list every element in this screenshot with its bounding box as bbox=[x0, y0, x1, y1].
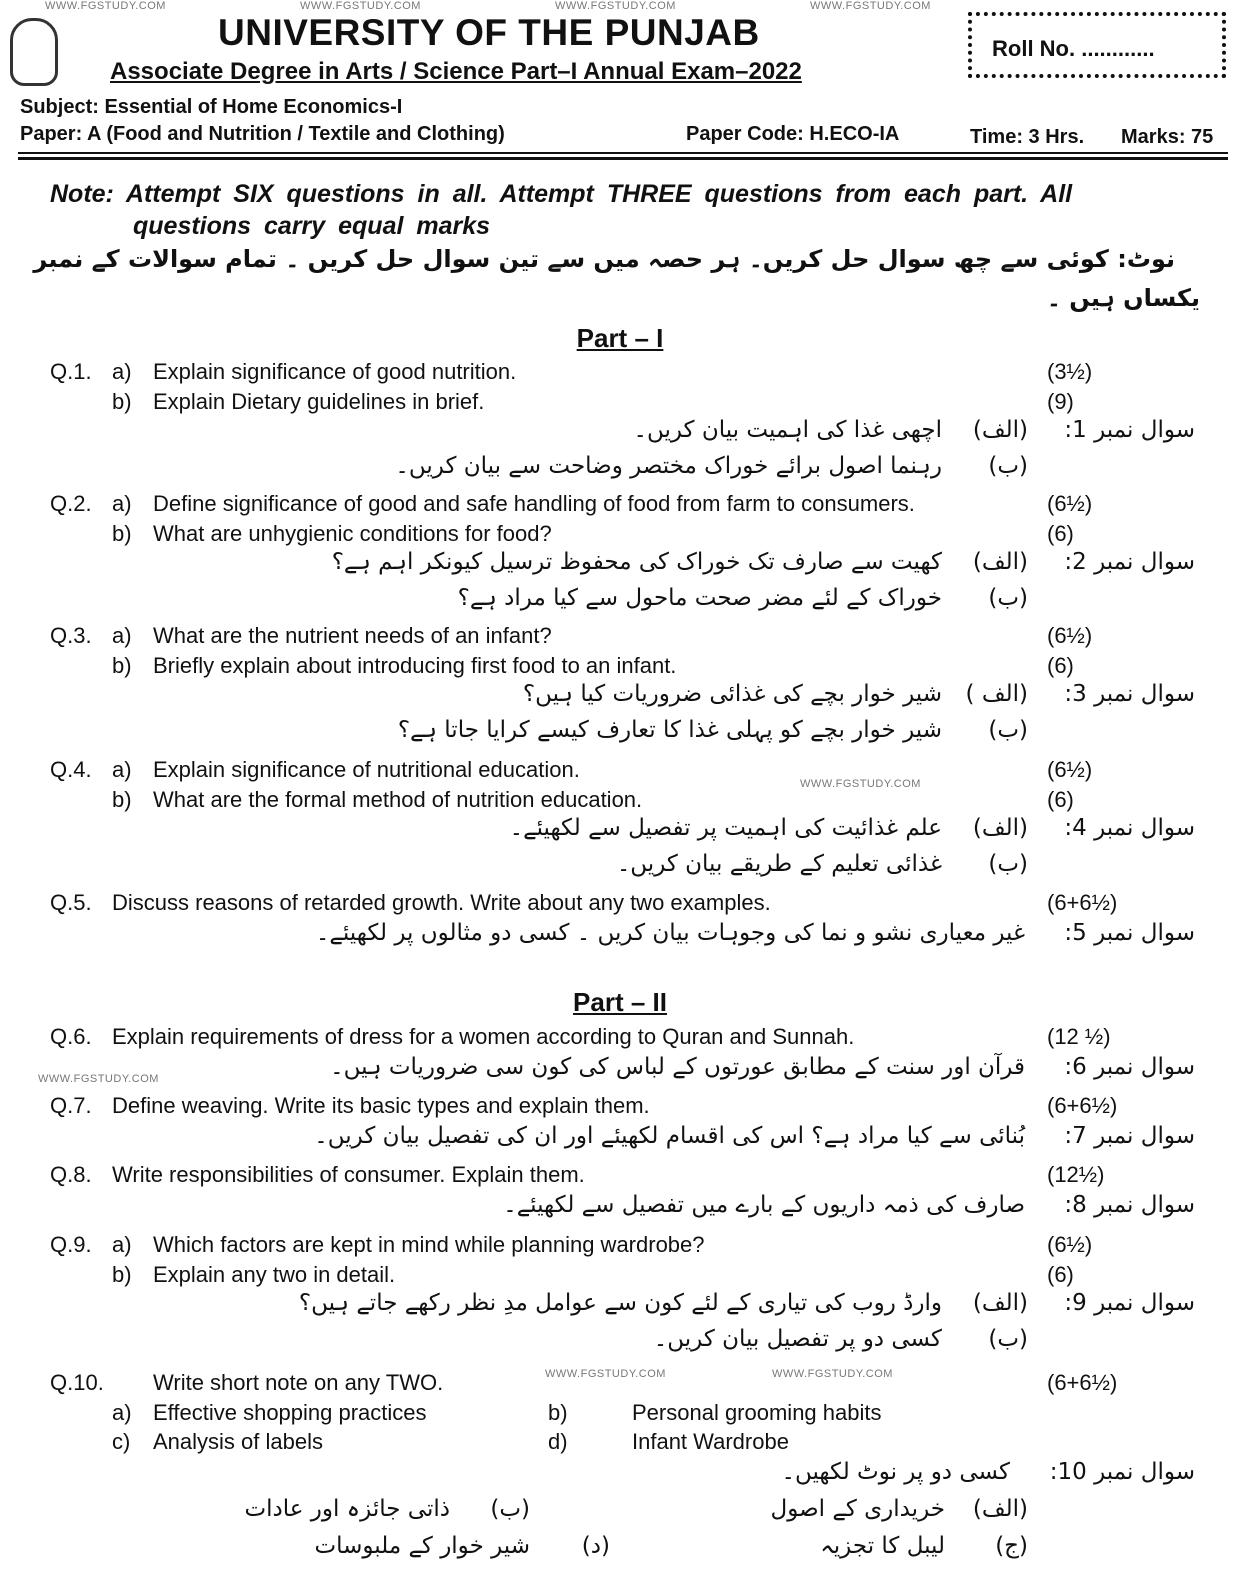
question-number: Q.4. bbox=[50, 757, 92, 782]
sub-label: a) bbox=[112, 1400, 132, 1425]
urdu-question-number: سوال نمبر 6: bbox=[1064, 1054, 1195, 1080]
sub-label: a) bbox=[112, 757, 132, 782]
urdu-question-text: صارف کی ذمہ داریوں کے بارے میں تفصیل سے لکھیئے۔ bbox=[503, 1192, 1025, 1218]
option-text: Effective shopping practices bbox=[153, 1400, 427, 1425]
question-text: Explain any two in detail. bbox=[153, 1262, 396, 1287]
sub-label: b) bbox=[112, 1262, 132, 1287]
urdu-question-text: غذائی تعلیم کے طریقے بیان کریں۔ bbox=[616, 851, 942, 877]
urdu-sub-label: (ب) bbox=[988, 717, 1028, 743]
part-heading: Part – II bbox=[573, 987, 667, 1017]
roll-number-box: Roll No. ............ bbox=[968, 12, 1226, 78]
sub-label: b) bbox=[548, 1400, 568, 1425]
watermark: WWW.FGSTUDY.COM bbox=[555, 0, 676, 12]
watermark: WWW.FGSTUDY.COM bbox=[810, 0, 931, 12]
urdu-sub-label: (الف) bbox=[972, 549, 1028, 575]
marks: (6+6½) bbox=[1047, 1370, 1118, 1395]
marks: (6) bbox=[1047, 653, 1074, 678]
sub-label: b) bbox=[112, 787, 132, 812]
question-number: Q.7. bbox=[50, 1093, 92, 1118]
urdu-sub-label: (ب) bbox=[988, 585, 1028, 611]
question-text: Define weaving. Write its basic types and explain them. bbox=[112, 1093, 650, 1118]
question-number: Q.8. bbox=[50, 1162, 92, 1187]
question-text: Which factors are kept in mind while planning wardrobe? bbox=[153, 1232, 705, 1257]
urdu-question-number: سوال نمبر 3: bbox=[1064, 681, 1195, 707]
urdu-question-text: بُنائی سے کیا مراد ہے؟ اس کی اقسام لکھیئے اور ان کی تفصیل بیان کریں۔ bbox=[314, 1123, 1025, 1149]
university-logo bbox=[10, 18, 58, 86]
watermark: WWW.FGSTUDY.COM bbox=[45, 0, 166, 12]
question-number: Q.10. bbox=[50, 1370, 104, 1395]
marks: Marks: 75 bbox=[1121, 126, 1214, 148]
marks: (3½) bbox=[1047, 359, 1093, 384]
marks: (6½) bbox=[1047, 623, 1093, 648]
urdu-sub-label: (الف) bbox=[972, 1496, 1028, 1522]
sub-label: d) bbox=[548, 1429, 568, 1454]
urdu-sub-label: (الف ) bbox=[965, 681, 1028, 707]
marks: (6½) bbox=[1047, 757, 1093, 782]
urdu-sub-label: (ب) bbox=[988, 453, 1028, 479]
urdu-question-number: سوال نمبر 4: bbox=[1064, 815, 1195, 841]
urdu-option-text: لیبل کا تجزیہ bbox=[820, 1533, 945, 1559]
urdu-question-text: کھیت سے صارف تک خوراک کی محفوظ ترسیل کیونکر اہم ہے؟ bbox=[331, 549, 942, 575]
marks: (12 ½) bbox=[1047, 1024, 1111, 1049]
marks: (6½) bbox=[1047, 491, 1093, 516]
urdu-question-number: سوال نمبر 9: bbox=[1064, 1290, 1195, 1316]
urdu-sub-label: (ب) bbox=[988, 851, 1028, 877]
question-text: Define significance of good and safe handling of food from farm to consumers. bbox=[153, 491, 915, 516]
question-text: Explain Dietary guidelines in brief. bbox=[153, 389, 485, 414]
university-title: UNIVERSITY OF THE PUNJAB bbox=[218, 12, 760, 53]
urdu-option-text: خریداری کے اصول bbox=[770, 1496, 945, 1522]
watermark: WWW.FGSTUDY.COM bbox=[300, 0, 421, 12]
question-number: Q.3. bbox=[50, 623, 92, 648]
subject: Subject: Essential of Home Economics-I bbox=[20, 96, 403, 118]
note-ur: نوٹ: کوئی سے چھ سوال حل کریں۔ ہر حصہ میں سے تین سوال حل کریں ۔ تمام سوالات کے نمبر bbox=[33, 245, 1175, 273]
marks: (6+6½) bbox=[1047, 1093, 1118, 1118]
sub-label: a) bbox=[112, 359, 132, 384]
urdu-question-number: سوال نمبر 2: bbox=[1064, 549, 1195, 575]
question-text: What are the formal method of nutrition education. bbox=[153, 787, 643, 812]
paper: Paper: A (Food and Nutrition / Textile and Clothing) bbox=[20, 123, 505, 145]
urdu-question-number: سوال نمبر 8: bbox=[1064, 1192, 1195, 1218]
question-text: What are unhygienic conditions for food? bbox=[153, 521, 552, 546]
marks: (6½) bbox=[1047, 1232, 1093, 1257]
urdu-sub-label: (الف) bbox=[972, 417, 1028, 443]
question-number: Q.5. bbox=[50, 890, 92, 915]
question-text: Explain significance of nutritional education. bbox=[153, 757, 580, 782]
urdu-question-text: قرآن اور سنت کے مطابق عورتوں کے لباس کی کون سی ضروریات ہیں۔ bbox=[330, 1054, 1025, 1080]
urdu-question-text: رہنما اصول برائے خوراک مختصر وضاحت سے بیان کریں۔ bbox=[395, 453, 942, 479]
urdu-question-text: وارڈ روب کی تیاری کے لئے کون سے عوامل مدِ نظر رکھے جاتے ہیں؟ bbox=[298, 1290, 942, 1316]
question-text: Briefly explain about introducing first food to an infant. bbox=[153, 653, 677, 678]
marks: (6+6½) bbox=[1047, 890, 1118, 915]
urdu-question-number: سوال نمبر 5: bbox=[1064, 920, 1195, 946]
marks: (9) bbox=[1047, 389, 1074, 414]
option-text: Personal grooming habits bbox=[632, 1400, 882, 1425]
question-number: Q.2. bbox=[50, 491, 92, 516]
exam-title: Associate Degree in Arts / Science Part–I Annual Exam–2022 bbox=[110, 58, 802, 85]
option-text: Infant Wardrobe bbox=[632, 1429, 789, 1454]
question-text: Write short note on any TWO. bbox=[153, 1370, 444, 1395]
question-number: Q.1. bbox=[50, 359, 92, 384]
urdu-question-text: علم غذائیت کی اہمیت پر تفصیل سے لکھیئے۔ bbox=[509, 815, 942, 841]
paper-code: Paper Code: H.ECO-IA bbox=[686, 123, 900, 145]
question-number: Q.9. bbox=[50, 1232, 92, 1257]
urdu-question-number: سوال نمبر 1: bbox=[1064, 417, 1195, 443]
question-number: Q.6. bbox=[50, 1024, 92, 1049]
note-en: questions carry equal marks bbox=[133, 212, 491, 240]
urdu-option-text: شیر خوار کے ملبوسات bbox=[314, 1533, 530, 1559]
note-en: Note: Attempt SIX questions in all. Attempt THREE questions from each part. All bbox=[50, 180, 1073, 208]
sub-label: a) bbox=[112, 491, 132, 516]
marks: (6) bbox=[1047, 1262, 1074, 1287]
question-text: Discuss reasons of retarded growth. Write about any two examples. bbox=[112, 890, 771, 915]
time: Time: 3 Hrs. bbox=[970, 126, 1085, 148]
marks: (12½) bbox=[1047, 1162, 1105, 1187]
question-text: Write responsibilities of consumer. Explain them. bbox=[112, 1162, 585, 1187]
urdu-question-text: خوراک کے لئے مضر صحت ماحول سے کیا مراد ہے؟ bbox=[457, 585, 942, 611]
marks: (6) bbox=[1047, 787, 1074, 812]
urdu-sub-label: (د) bbox=[581, 1533, 610, 1559]
question-text: Explain requirements of dress for a women according to Quran and Sunnah. bbox=[112, 1024, 855, 1049]
watermark: WWW.FGSTUDY.COM bbox=[545, 1368, 666, 1380]
divider bbox=[18, 152, 1228, 154]
urdu-question-number: سوال نمبر 7: bbox=[1064, 1123, 1195, 1149]
marks: (6) bbox=[1047, 521, 1074, 546]
urdu-question-text: غیر معیاری نشو و نما کی وجوہات بیان کریں ۔ کسی دو مثالوں پر لکھیئے۔ bbox=[315, 920, 1025, 946]
urdu-sub-label: (الف) bbox=[972, 815, 1028, 841]
urdu-question-text: کسی دو پر تفصیل بیان کریں۔ bbox=[653, 1326, 942, 1352]
watermark: WWW.FGSTUDY.COM bbox=[772, 1368, 893, 1380]
sub-label: a) bbox=[112, 623, 132, 648]
urdu-question-text: شیر خوار بچے کی غذائی ضروریات کیا ہیں؟ bbox=[522, 681, 942, 707]
urdu-sub-label: (ج) bbox=[995, 1533, 1028, 1559]
urdu-question-text: اچھی غذا کی اہمیت بیان کریں۔ bbox=[633, 417, 942, 443]
urdu-question-text: شیر خوار بچے کو پہلی غذا کا تعارف کیسے کرایا جاتا ہے؟ bbox=[397, 717, 942, 743]
watermark: WWW.FGSTUDY.COM bbox=[38, 1073, 159, 1085]
watermark: WWW.FGSTUDY.COM bbox=[800, 778, 921, 790]
urdu-question-text: کسی دو پر نوٹ لکھیں۔ bbox=[781, 1459, 1010, 1485]
question-text: Explain significance of good nutrition. bbox=[153, 359, 517, 384]
sub-label: a) bbox=[112, 1232, 132, 1257]
part-heading: Part – I bbox=[576, 323, 664, 353]
sub-label: c) bbox=[112, 1429, 131, 1454]
note-ur: یکساں ہیں ۔ bbox=[1046, 284, 1200, 312]
divider bbox=[18, 157, 1228, 160]
sub-label: b) bbox=[112, 389, 132, 414]
urdu-option-text: ذاتی جائزہ اور عادات bbox=[244, 1496, 450, 1522]
urdu-question-number: سوال نمبر 10: bbox=[1049, 1459, 1195, 1485]
sub-label: b) bbox=[112, 521, 132, 546]
urdu-sub-label: (ب) bbox=[490, 1496, 530, 1522]
sub-label: b) bbox=[112, 653, 132, 678]
urdu-sub-label: (الف) bbox=[972, 1290, 1028, 1316]
option-text: Analysis of labels bbox=[153, 1429, 323, 1454]
urdu-sub-label: (ب) bbox=[988, 1326, 1028, 1352]
question-text: What are the nutrient needs of an infant? bbox=[153, 623, 552, 648]
